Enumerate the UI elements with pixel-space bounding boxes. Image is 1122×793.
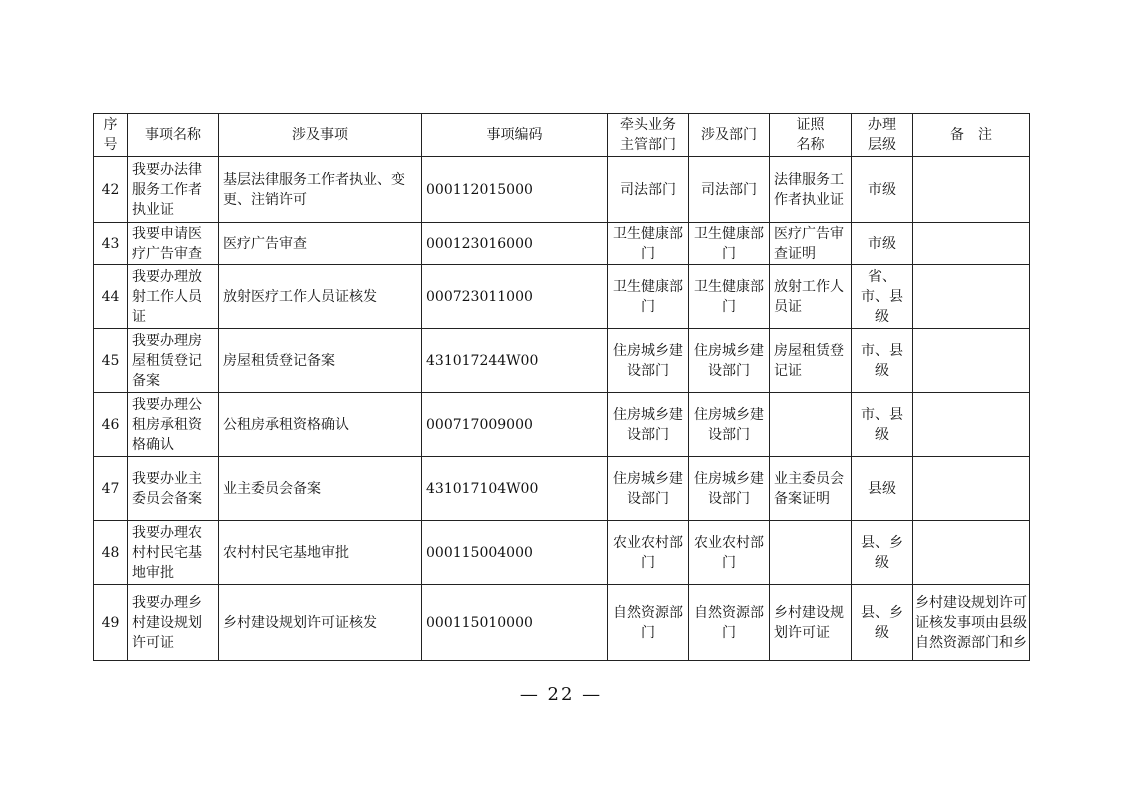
table-row <box>94 585 1030 661</box>
cell-note <box>913 265 1030 329</box>
table-header-row <box>94 114 1030 157</box>
table-row <box>94 265 1030 329</box>
cell-note <box>913 329 1030 393</box>
header-level: 办理 层级 <box>852 114 913 157</box>
cell-item-code: 431017244W00 <box>422 329 608 393</box>
table-row <box>94 521 1030 585</box>
cell-involved-item: 基层法律服务工作者执业、变更、注销许可 <box>219 157 422 223</box>
cell-no: 42 <box>94 157 128 223</box>
cell-license-name <box>770 393 852 457</box>
header-note: 备 注 <box>913 114 1030 157</box>
cell-license-name: 放射工作人员证 <box>770 265 852 329</box>
cell-related-dept: 住房城乡建设部门 <box>689 393 770 457</box>
header-lead-dept: 牵头业务 主管部门 <box>608 114 689 157</box>
cell-lead-dept: 住房城乡建设部门 <box>608 393 689 457</box>
cell-level: 市级 <box>852 157 913 223</box>
cell-level: 县、乡级 <box>852 521 913 585</box>
cell-item-name: 我要办理公租房承租资格确认 <box>128 393 219 457</box>
cell-item-name: 我要办法律服务工作者执业证 <box>128 157 219 223</box>
header-no: 序 号 <box>94 114 128 157</box>
cell-lead-dept: 司法部门 <box>608 157 689 223</box>
cell-item-code: 000723011000 <box>422 265 608 329</box>
cell-no: 48 <box>94 521 128 585</box>
cell-lead-dept: 自然资源部门 <box>608 585 689 661</box>
table-row <box>94 457 1030 521</box>
cell-involved-item: 公租房承租资格确认 <box>219 393 422 457</box>
cell-note <box>913 457 1030 521</box>
cell-level: 省、市、县级 <box>852 265 913 329</box>
cell-related-dept: 卫生健康部门 <box>689 223 770 265</box>
header-item-name: 事项名称 <box>128 114 219 157</box>
cell-no: 43 <box>94 223 128 265</box>
cell-item-code: 000717009000 <box>422 393 608 457</box>
cell-lead-dept: 住房城乡建设部门 <box>608 457 689 521</box>
table-row <box>94 329 1030 393</box>
cell-involved-item: 农村村民宅基地审批 <box>219 521 422 585</box>
cell-related-dept: 卫生健康部门 <box>689 265 770 329</box>
cell-item-code: 000115010000 <box>422 585 608 661</box>
cell-note <box>913 521 1030 585</box>
table-row <box>94 223 1030 265</box>
cell-license-name: 乡村建设规划许可证 <box>770 585 852 661</box>
header-involved-item: 涉及事项 <box>219 114 422 157</box>
cell-item-code: 000115004000 <box>422 521 608 585</box>
cell-note <box>913 157 1030 223</box>
cell-item-name: 我要办理农村村民宅基地审批 <box>128 521 219 585</box>
cell-item-name: 我要办理放射工作人员证 <box>128 265 219 329</box>
cell-related-dept: 住房城乡建设部门 <box>689 457 770 521</box>
items-table <box>93 113 1030 661</box>
cell-involved-item: 业主委员会备案 <box>219 457 422 521</box>
cell-lead-dept: 住房城乡建设部门 <box>608 329 689 393</box>
cell-related-dept: 住房城乡建设部门 <box>689 329 770 393</box>
cell-item-name: 我要办理乡村建设规划许可证 <box>128 585 219 661</box>
cell-note <box>913 223 1030 265</box>
cell-related-dept: 农业农村部门 <box>689 521 770 585</box>
cell-level: 县级 <box>852 457 913 521</box>
header-item-code: 事项编码 <box>422 114 608 157</box>
cell-involved-item: 乡村建设规划许可证核发 <box>219 585 422 661</box>
cell-level: 县、乡级 <box>852 585 913 661</box>
table-row <box>94 393 1030 457</box>
cell-involved-item: 医疗广告审查 <box>219 223 422 265</box>
cell-no: 46 <box>94 393 128 457</box>
cell-no: 44 <box>94 265 128 329</box>
cell-lead-dept: 卫生健康部门 <box>608 223 689 265</box>
cell-license-name: 法律服务工作者执业证 <box>770 157 852 223</box>
cell-no: 49 <box>94 585 128 661</box>
cell-no: 45 <box>94 329 128 393</box>
cell-related-dept: 司法部门 <box>689 157 770 223</box>
cell-license-name: 房屋租赁登记证 <box>770 329 852 393</box>
cell-level: 市、县级 <box>852 329 913 393</box>
cell-license-name: 业主委员会备案证明 <box>770 457 852 521</box>
cell-lead-dept: 卫生健康部门 <box>608 265 689 329</box>
cell-level: 市级 <box>852 223 913 265</box>
cell-item-name: 我要申请医疗广告审查 <box>128 223 219 265</box>
cell-level: 市、县级 <box>852 393 913 457</box>
header-related-dept: 涉及部门 <box>689 114 770 157</box>
cell-no: 47 <box>94 457 128 521</box>
cell-item-code: 431017104W00 <box>422 457 608 521</box>
cell-related-dept: 自然资源部门 <box>689 585 770 661</box>
cell-item-code: 000123016000 <box>422 223 608 265</box>
cell-involved-item: 房屋租赁登记备案 <box>219 329 422 393</box>
cell-item-name: 我要办理房屋租赁登记备案 <box>128 329 219 393</box>
header-license-name: 证照 名称 <box>770 114 852 157</box>
page-number: — 22 — <box>519 684 603 705</box>
cell-note: 乡村建设规划许可证核发事项由县级自然资源部门和乡 <box>913 585 1030 661</box>
cell-involved-item: 放射医疗工作人员证核发 <box>219 265 422 329</box>
cell-license-name <box>770 521 852 585</box>
cell-item-name: 我要办业主委员会备案 <box>128 457 219 521</box>
table-row <box>94 157 1030 223</box>
cell-license-name: 医疗广告审查证明 <box>770 223 852 265</box>
cell-note <box>913 393 1030 457</box>
cell-item-code: 000112015000 <box>422 157 608 223</box>
cell-lead-dept: 农业农村部门 <box>608 521 689 585</box>
